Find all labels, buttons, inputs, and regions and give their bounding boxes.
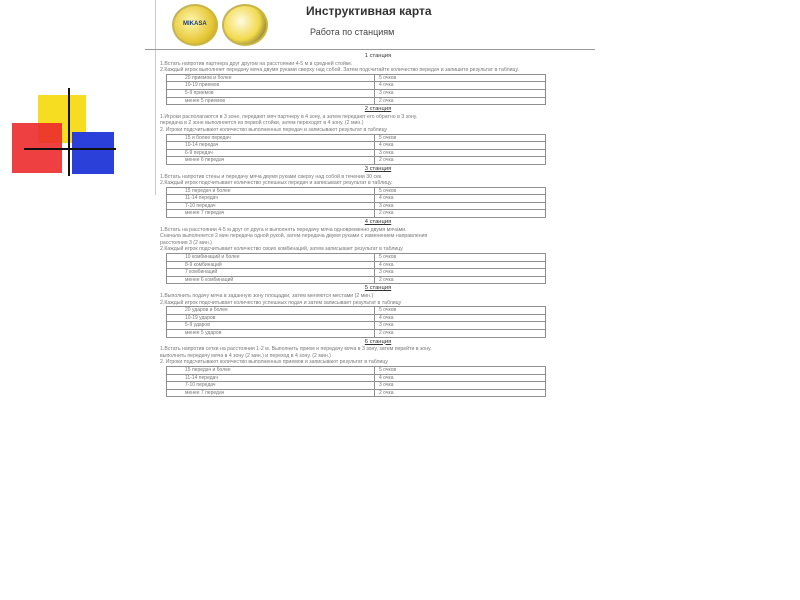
result-cell: 10 комбинаций и более (167, 254, 375, 262)
points-cell: 5 очков (375, 74, 546, 82)
score-table (166, 306, 546, 337)
table-row (167, 322, 546, 330)
table-row (167, 97, 546, 105)
table-row (167, 276, 546, 284)
instruction-line: 1.Выполнить подачу мяча в заданную зону площадки, затем меняются местами (2 мин.) (160, 293, 374, 299)
station-title: 6 станция (364, 338, 392, 345)
result-cell: менее 6 передач (167, 157, 375, 165)
table-row (167, 202, 546, 210)
points-cell: 3 очка (375, 202, 546, 210)
instruction-line: 2. Игроки подсчитывают количество выполненных передач и записывают результат в таблицу (160, 126, 388, 133)
result-cell: 20 ударов и более (167, 307, 375, 315)
station-title: 5 станция (364, 285, 392, 292)
table-row (167, 374, 546, 382)
score-table (166, 187, 546, 218)
result-cell: 7 комбинаций (167, 269, 375, 277)
instruction-line: 2.Каждый игрок подсчитывает количество успешных передач и записывает результат в таблицу. (160, 180, 393, 187)
instruction-line: расстояния 3 (2 мин.) (160, 239, 212, 246)
points-cell: 3 очка (375, 149, 546, 157)
result-cell: 7-10 передач (167, 202, 375, 210)
result-cell: 11-14 передач (167, 195, 375, 203)
points-cell: 2 очка (375, 157, 546, 165)
result-cell: 15 передач и более (167, 187, 375, 195)
result-cell: менее 6 комбинаций (167, 276, 375, 284)
table-row (167, 366, 546, 374)
table-row (167, 82, 546, 90)
points-cell: 5 очков (375, 254, 546, 262)
table-row (167, 210, 546, 218)
table-row (167, 89, 546, 97)
points-cell: 3 очка (375, 322, 546, 330)
result-cell: менее 7 передач (167, 210, 375, 218)
station-section (160, 106, 596, 165)
score-table (166, 366, 546, 397)
result-cell: менее 5 приемов (167, 97, 375, 105)
points-cell: 5 очков (375, 134, 546, 142)
edge-line-shape (155, 0, 156, 195)
station-section (160, 339, 596, 398)
logo-text: MIKASA (183, 21, 207, 27)
result-cell: 20 приемов и более (167, 74, 375, 82)
station-section (160, 285, 596, 337)
score-table (166, 253, 546, 284)
result-cell: менее 7 передач (167, 389, 375, 397)
instruction-line: выполнить передачу мяча в 4 зону (2 мин.) и переход в 4 зону. (2 мин.) (160, 352, 331, 359)
instruction-line: 1.Встать напротив стены и передачу мяча двумя руками сверху над собой в течении 30 сек. (160, 173, 383, 180)
points-cell: 2 очка (375, 210, 546, 218)
vertical-line-shape (68, 88, 70, 176)
station-title: 1 станция (364, 53, 392, 59)
result-cell: 10-19 приемов (167, 82, 375, 90)
blue-square-shape (72, 132, 114, 174)
result-cell: 5-9 приемов (167, 89, 375, 97)
result-cell: 10-14 передач (167, 142, 375, 150)
result-cell: 8-9 комбинаций (167, 261, 375, 269)
score-table (166, 74, 546, 105)
points-cell: 4 очка (375, 261, 546, 269)
points-cell: 3 очка (375, 269, 546, 277)
instruction-line: 2.Каждый игрок подсчитывает количество успешных подач и затем записывает результат в таблицу (160, 299, 402, 306)
table-row (167, 187, 546, 195)
table-row (167, 134, 546, 142)
instruction-line: 1.Встать на расстоянии 4-5 м друг от друга и выполнять передачу мяча одновременно двумя мячами. (160, 226, 407, 233)
table-row (167, 195, 546, 203)
table-row (167, 142, 546, 150)
points-cell: 4 очка (375, 314, 546, 322)
instruction-line: 2.Каждый игрок подсчитывает количество своих комбинаций, затем записывает результат в таблицу (160, 246, 403, 253)
result-cell: 6-9 передач (167, 149, 375, 157)
horizontal-line-shape (24, 148, 116, 150)
table-row (167, 74, 546, 82)
result-cell: 15 и более передач (167, 134, 375, 142)
points-cell: 3 очка (375, 89, 546, 97)
points-cell: 5 очков (375, 187, 546, 195)
decorative-block-graphic (0, 0, 160, 200)
result-cell: 5-9 ударов (167, 322, 375, 330)
instruction-line: 2.Каждый игрок выполняет передачу мяча двумя руками сверху над собой. Затем подсчитайте количество передач и запишите результат в таблицу. (160, 67, 520, 74)
table-row (167, 389, 546, 397)
instruction-line: 1.Игроки располагаются в 3 зоне, передают мяч партнеру в 4 зону, а затем передают его обратно в 3 зону. (160, 113, 418, 120)
table-row (167, 157, 546, 165)
points-cell: 4 очка (375, 195, 546, 203)
station-title: 2 станция (364, 106, 392, 113)
instruction-line: Сначала выполняется 2 мин передача одной рукой, затем передача двумя руками с изменением направления (160, 233, 428, 240)
result-cell: 11-14 передач (167, 374, 375, 382)
station-title: 3 станция (364, 165, 392, 172)
volleyball-logo (172, 4, 270, 46)
station-section (160, 53, 596, 105)
table-row (167, 382, 546, 390)
points-cell: 2 очка (375, 97, 546, 105)
instruction-line: передача в 2 зоне выполняется из первой стойки, затем переходят в 4 зону. (2 мин.) (160, 120, 364, 127)
score-table (166, 134, 546, 165)
instruction-line: 2. Игроки подсчитывают количество выполненных приемов и записывают результат в таблицу (160, 359, 388, 366)
volleyball-icon (172, 4, 218, 46)
table-row (167, 314, 546, 322)
station-section (160, 219, 596, 284)
instruction-line: 1.Встать напротив сетки на расстоянии 1-2 м. Выполнить прием и передачу мяча в 3 зону, затем перейти в зону. (160, 346, 432, 353)
points-cell: 4 очка (375, 142, 546, 150)
points-cell: 3 очка (375, 382, 546, 390)
result-cell: 10-19 ударов (167, 314, 375, 322)
points-cell: 5 очков (375, 307, 546, 315)
points-cell: 5 очков (375, 366, 546, 374)
instruction-line: 1.Встать напротив партнера друг другом на расстоянии 4-5 м в средней стойке. (160, 60, 353, 67)
document-body (160, 52, 596, 397)
result-cell: 15 передач и более (167, 366, 375, 374)
table-row (167, 254, 546, 262)
points-cell: 2 очка (375, 276, 546, 284)
volleyball-icon-2 (222, 4, 268, 46)
page-subtitle: Работа по станциям (310, 27, 395, 37)
points-cell: 2 очка (375, 329, 546, 337)
result-cell: 7-10 передач (167, 382, 375, 390)
points-cell: 2 очка (375, 389, 546, 397)
table-row (167, 307, 546, 315)
table-row (167, 269, 546, 277)
points-cell: 4 очка (375, 374, 546, 382)
table-row (167, 261, 546, 269)
page-title: Инструктивная карта (306, 4, 432, 18)
table-row (167, 149, 546, 157)
points-cell: 4 очка (375, 82, 546, 90)
table-row (167, 329, 546, 337)
station-title: 4 станция (364, 219, 392, 226)
header-divider (145, 49, 595, 50)
result-cell: менее 5 ударов (167, 329, 375, 337)
station-section (160, 166, 596, 218)
